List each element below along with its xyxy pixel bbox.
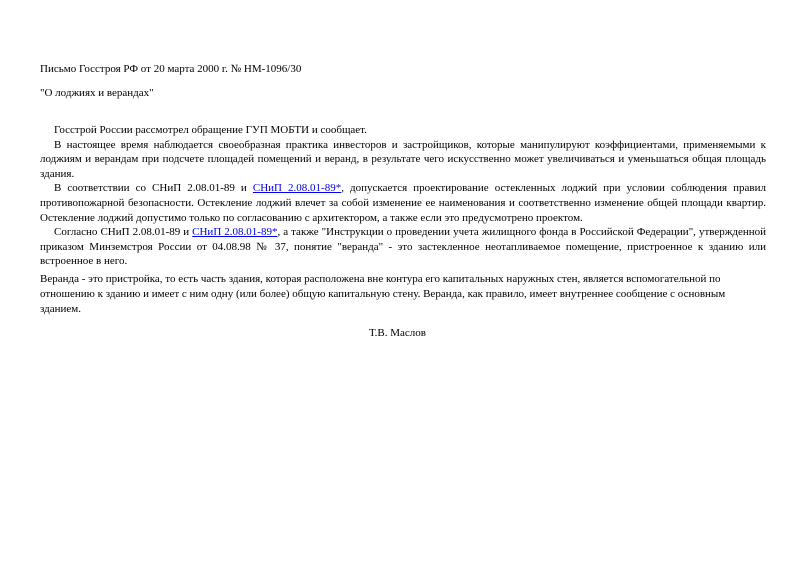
paragraph-veranda-definition-start: Согласно СНиП 2.08.01-89 и	[54, 226, 193, 239]
paragraph-practice: В настоящее время наблюдается своеобразная практика инвесторов и застройщиков, которые манипулируют коэффициентами, применяемыми к лоджиям и верандам при подсчете площадей помещений и веранд, в результате чего искусственно может увеличиваться и уменьшаться общая площадь здания.	[40, 138, 766, 180]
paragraph-veranda-definition-end: , а также "Инструкции о проведении учета жилищного фонда в Российской Федерации", утвержденной приказом Минземстроя России от 04.08.98 № 37, понятие "веранда" - это застекленное неотапливаемое помещение, пристроенное к зданию или встроенное в него.	[40, 226, 767, 268]
paragraph-snip-glazing-end: , допускается проектирование остекленных лоджий при условии соблюдения правил противопожарной безопасности. Остекление лоджий влечет за собой изменение ее наименования и соответственно изменение общей площади квартир. Остекление лоджий допустимо только по согласованию с архитектором, а также если это предусмотрено проектом.	[40, 182, 767, 224]
paragraph-veranda: Веранда - это пристройка, то есть часть здания, которая расположена вне контура его капитальных наружных стен, является вспомогательной по отношению к зданию и имеет с ним одну (или более) общую капитальную стену. Веранда, как правило, имеет внутреннее сообщение с основным зданием.	[40, 273, 726, 315]
paragraph-intro: Госстрой России рассмотрел обращение ГУП МОБТИ и сообщает.	[54, 124, 367, 136]
paragraph-snip-glazing	[40, 181, 766, 225]
document-title: Письмо Госстроя РФ от 20 марта 2000 г. № НМ-1096/30	[40, 63, 302, 75]
snip-link[interactable]: СНиП 2.08.01-89*	[192, 226, 278, 239]
paragraph-veranda-definition	[40, 225, 766, 269]
signature: Т.В. Маслов	[369, 327, 426, 339]
snip-link[interactable]: СНиП 2.08.01-89*	[252, 182, 342, 195]
paragraph-snip-glazing-start: В соответствии со СНиП 2.08.01-89 и	[54, 182, 253, 195]
document-subtitle: "О лоджиях и верандах"	[40, 87, 154, 99]
document-body	[40, 123, 766, 269]
